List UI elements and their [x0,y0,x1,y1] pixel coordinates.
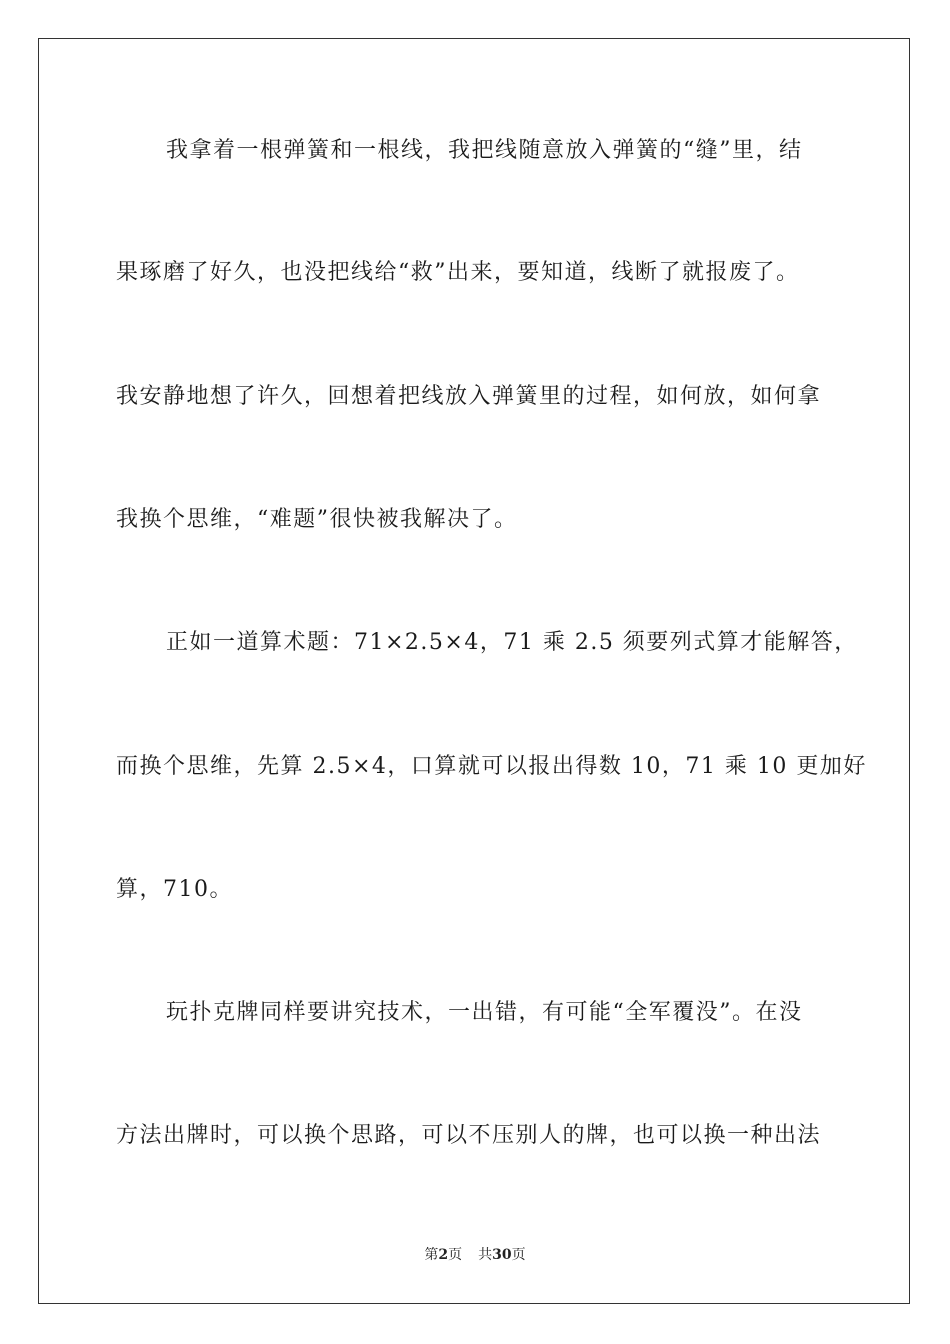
page-prefix: 第 [424,1247,439,1263]
total-suffix: 页 [511,1247,526,1263]
page-suffix: 页 [448,1247,463,1263]
total-pages: 30 [492,1247,512,1263]
total-prefix: 共 [478,1247,493,1263]
text-line-7: 算，710。 [116,877,233,902]
text-line-3: 我安静地想了许久，回想着把线放入弹簧里的过程，如何放，如何拿 [116,384,822,409]
text-line-6: 而换个思维，先算 2.5×4，口算就可以报出得数 10，71 乘 10 更加好 [116,754,867,779]
page-border [38,38,910,1304]
text-line-8: 玩扑克牌同样要讲究技术，一出错，有可能“全军覆没”。在没 [166,1000,803,1025]
text-line-4: 我换个思维，“难题”很快被我解决了。 [116,507,518,532]
text-line-5: 正如一道算术题：71×2.5×4，71 乘 2.5 须要列式算才能解答， [166,630,858,655]
page-number: 2 [438,1247,449,1263]
text-line-1: 我拿着一根弹簧和一根线，我把线随意放入弹簧的“缝”里，结 [166,138,803,163]
page-footer [0,1246,950,1264]
text-line-9: 方法出牌时，可以换个思路，可以不压别人的牌，也可以换一种出法 [116,1123,822,1148]
text-line-2: 果琢磨了好久，也没把线给“救”出来，要知道，线断了就报废了。 [116,260,800,285]
